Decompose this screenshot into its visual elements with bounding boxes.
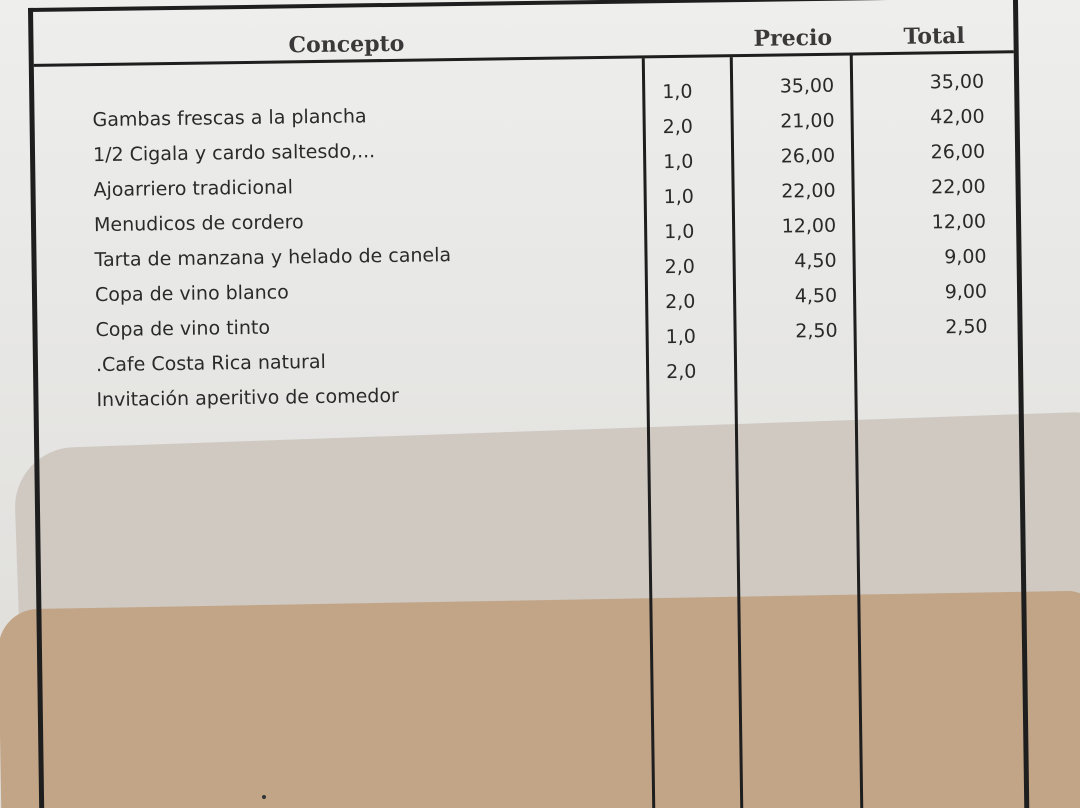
invoice-table [28, 0, 1031, 808]
header-concepto: Concepto [288, 30, 405, 59]
item-cantidad: 1,0 [664, 220, 695, 244]
item-cantidad: 2,0 [665, 360, 697, 384]
item-cantidad: 2,0 [664, 255, 696, 279]
header-precio: Precio [753, 24, 833, 52]
item-concepto: Gambas frescas a la plancha [92, 105, 367, 132]
item-total: 42,00 [930, 105, 985, 129]
item-total: 12,00 [931, 210, 987, 234]
item-precio: 12,00 [781, 214, 837, 238]
item-concepto: Copa de vino tinto [95, 316, 271, 342]
item-concepto: Copa de vino blanco [94, 281, 289, 307]
item-cantidad: 1,0 [662, 80, 693, 104]
ink-dot [262, 795, 266, 799]
item-total: 22,00 [931, 175, 986, 199]
item-precio: 4,50 [794, 284, 838, 308]
item-precio: 26,00 [780, 144, 836, 168]
item-concepto: Ajoarriero tradicional [93, 176, 294, 202]
item-cantidad: 2,0 [665, 290, 696, 314]
item-cantidad: 1,0 [665, 325, 697, 349]
item-concepto: .Cafe Costa Rica natural [95, 350, 326, 377]
item-cantidad: 1,0 [663, 150, 694, 174]
item-precio: 22,00 [781, 179, 836, 203]
item-cantidad: 1,0 [663, 185, 695, 209]
item-total: 26,00 [930, 140, 986, 164]
item-precio: 35,00 [779, 74, 835, 98]
item-concepto: 1/2 Cigala y cardo saltesdo,... [92, 140, 376, 167]
item-concepto: Invitación aperitivo de comedor [96, 384, 399, 412]
item-total: 9,00 [944, 245, 987, 269]
item-precio: 4,50 [794, 249, 837, 273]
item-cantidad: 2,0 [662, 115, 694, 139]
item-total: 35,00 [929, 70, 985, 94]
item-total: 9,00 [944, 280, 988, 304]
header-divider [34, 50, 1014, 67]
item-total: 2,50 [945, 315, 988, 339]
item-precio: 2,50 [795, 319, 838, 343]
item-precio: 21,00 [780, 109, 835, 133]
item-concepto: Menudicos de cordero [93, 211, 304, 237]
item-concepto: Tarta de manzana y helado de canela [94, 244, 452, 272]
header-total: Total [903, 22, 965, 50]
